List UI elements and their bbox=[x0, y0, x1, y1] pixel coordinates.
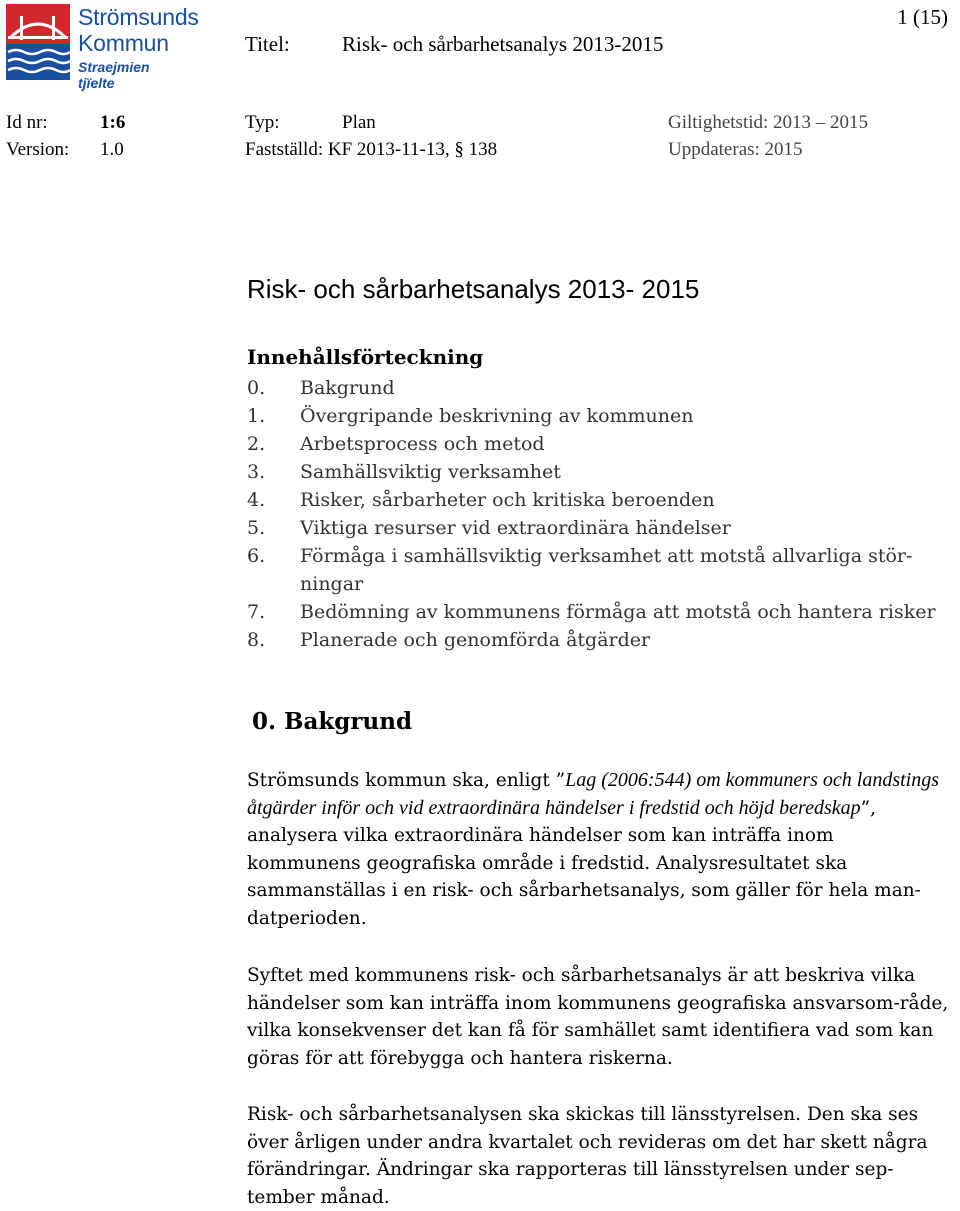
version-value: 1.0 bbox=[100, 139, 124, 160]
logo-sami-name: Straejmien tjïelte bbox=[78, 59, 150, 91]
toc-item-number: 4. bbox=[247, 489, 266, 511]
logo-name-line1: Strömsunds bbox=[78, 4, 199, 30]
table-of-contents bbox=[247, 374, 960, 654]
toc-item[interactable] bbox=[247, 430, 960, 458]
type-value: Plan bbox=[342, 112, 376, 133]
title-value: Risk- och sårbarhetsanalys 2013-2015 bbox=[342, 32, 664, 56]
toc-heading: Innehållsförteckning bbox=[247, 345, 484, 369]
toc-item-text: Bedömning av kommunens förmåga att motstå och hantera risker bbox=[300, 601, 936, 623]
section-heading: 0. Bakgrund bbox=[252, 708, 413, 735]
toc-item-text: Samhällsviktig verksamhet bbox=[300, 461, 561, 483]
toc-item-number: 1. bbox=[247, 405, 266, 427]
toc-item-text: Planerade och genomförda åtgärder bbox=[300, 629, 651, 651]
toc-item[interactable] bbox=[247, 598, 960, 626]
page-number: 1 (15) bbox=[897, 5, 948, 29]
toc-item[interactable] bbox=[247, 542, 960, 598]
toc-item-text: Viktiga resurser vid extraordinära händelser bbox=[300, 517, 731, 539]
toc-item-number: 2. bbox=[247, 433, 266, 455]
validity-period: Giltighetstid: 2013 – 2015 bbox=[668, 112, 869, 133]
toc-item[interactable] bbox=[247, 458, 960, 486]
toc-item-number: 6. bbox=[247, 545, 266, 567]
paragraph-1-rest: ”, analysera vilka extraordinära händelser som kan inträffa inom kommunens geografiska område i fredstid. Analysresultatet ska sammanställas i en risk- och sårbarhetsanalys, som gäller för hela man-datperioden. bbox=[247, 797, 921, 929]
toc-item-number: 7. bbox=[247, 601, 266, 623]
toc-item[interactable] bbox=[247, 486, 960, 514]
toc-item-number: 0. bbox=[247, 377, 266, 399]
bridge-logo-icon bbox=[6, 4, 70, 80]
paragraph-1-intro: Strömsunds kommun ska, enligt ” bbox=[247, 770, 566, 791]
toc-item[interactable] bbox=[247, 402, 960, 430]
toc-item-text: Arbetsprocess och metod bbox=[300, 433, 545, 455]
toc-item[interactable] bbox=[247, 626, 960, 654]
update-year: Uppdateras: 2015 bbox=[668, 139, 803, 160]
adopted-info: Fastställd: KF 2013-11-13, § 138 bbox=[245, 139, 498, 160]
toc-item-text: Förmåga i samhällsviktig verksamhet att motstå allvarliga stör- ningar bbox=[300, 545, 913, 595]
law-citation: Lag (2006:544) om kommuners och landstings åtgärder inför och vid extraordinära händelser i fredstid och höjd beredskap bbox=[247, 769, 939, 819]
toc-item-number: 8. bbox=[247, 629, 266, 651]
toc-item-text: Risker, sårbarheter och kritiska beroenden bbox=[300, 489, 715, 511]
title-label: Titel: bbox=[245, 32, 290, 56]
toc-item[interactable] bbox=[247, 514, 960, 542]
municipality-logo bbox=[6, 4, 206, 91]
paragraph-1 bbox=[247, 767, 953, 932]
version-label: Version: bbox=[6, 139, 70, 160]
toc-item-number: 3. bbox=[247, 461, 266, 483]
paragraph-3: Risk- och sårbarhetsanalysen ska skickas till länsstyrelsen. Den ska ses över årligen under andra kvartalet och revideras om det har skett några förändringar. Ändringar ska rapporteras till länsstyrelsen under sep-tember månad. bbox=[247, 1104, 928, 1208]
type-label: Typ: bbox=[245, 112, 280, 133]
toc-item-text: Bakgrund bbox=[300, 377, 395, 399]
document-title: Risk- och sårbarhetsanalys 2013- 2015 bbox=[247, 274, 700, 304]
paragraph-2: Syftet med kommunens risk- och sårbarhetsanalys är att beskriva vilka händelser som kan inträffa inom kommunens geografiska ansvarsom-råde, vilka konsekvenser det kan få för samhället samt identifiera vad som kan göras för att förebygga och hantera riskerna. bbox=[247, 965, 949, 1069]
toc-item-number: 5. bbox=[247, 517, 266, 539]
toc-item[interactable] bbox=[247, 374, 960, 402]
toc-item-text: Övergripande beskrivning av kommunen bbox=[300, 405, 694, 427]
logo-name-line2: Kommun bbox=[78, 30, 169, 56]
id-value: 1:6 bbox=[100, 112, 126, 133]
id-label: Id nr: bbox=[6, 112, 48, 133]
